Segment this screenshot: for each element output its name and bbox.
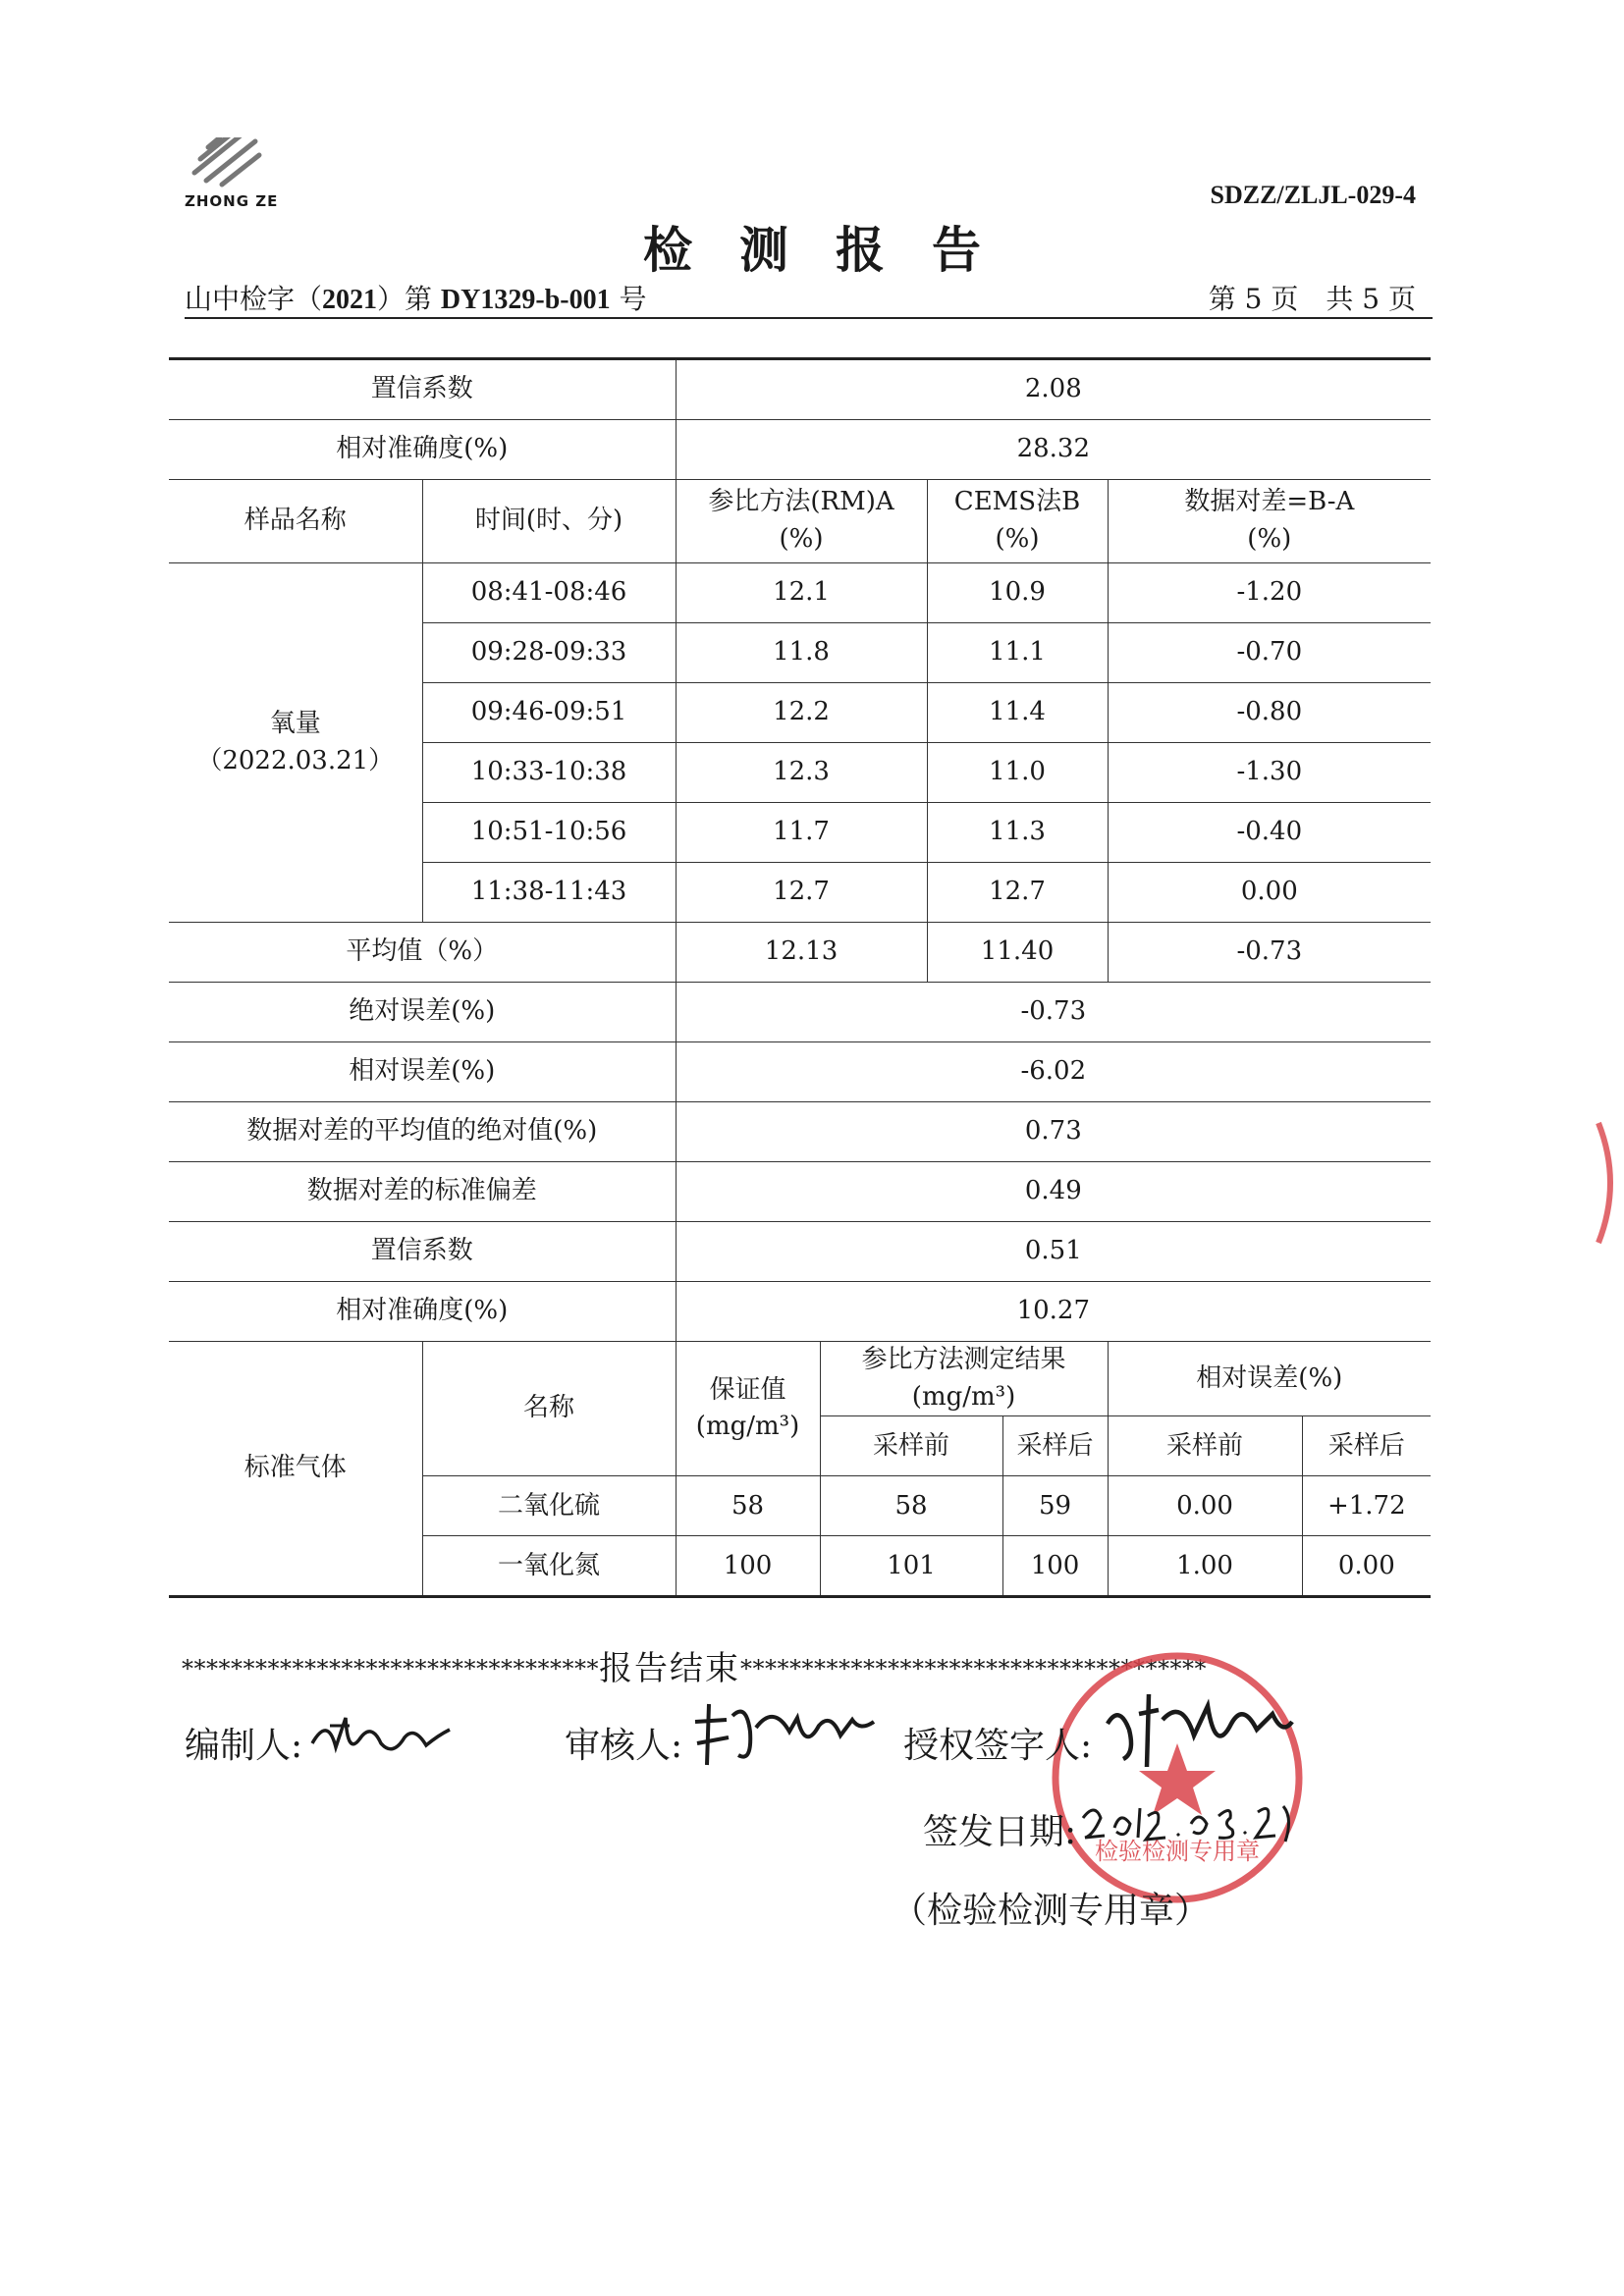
header-rm-a: 参比方法(RM)A (%) — [676, 480, 927, 563]
gas-header-row — [169, 1342, 1431, 1416]
stat-row — [169, 1162, 1431, 1222]
logo-text: ZHONG ZE — [185, 192, 279, 210]
authorizer-signature-icon — [1100, 1684, 1296, 1783]
gas-rm-result-header: 参比方法测定结果(mg/m³) — [820, 1342, 1108, 1416]
header-time: 时间(时、分) — [422, 480, 676, 563]
gas-certified-header: 保证值 (mg/m³) — [676, 1342, 820, 1476]
time-cell: 10:51-10:56 — [422, 803, 676, 863]
rm-a-cell: 12.7 — [676, 863, 927, 923]
cems-b-cell: 11.4 — [927, 683, 1108, 743]
stat-label: 绝对误差(%) — [169, 983, 676, 1042]
average-diff: -0.73 — [1108, 923, 1431, 983]
results-table — [169, 357, 1431, 1598]
time-cell: 10:33-10:38 — [422, 743, 676, 803]
rm-before-header: 采样前 — [820, 1416, 1002, 1476]
time-cell: 09:28-09:33 — [422, 623, 676, 683]
table-row — [169, 563, 1431, 623]
document-code: SDZZ/ZLJL-029-4 — [1210, 181, 1416, 209]
sample-name-cell: 氧量 （2022.03.21） — [169, 563, 422, 923]
stat-label: 相对准确度(%) — [169, 1282, 676, 1342]
accuracy-value: 28.32 — [676, 420, 1431, 480]
cems-b-cell: 11.1 — [927, 623, 1108, 683]
stat-value: 0.73 — [676, 1102, 1431, 1162]
time-cell: 08:41-08:46 — [422, 563, 676, 623]
time-cell: 11:38-11:43 — [422, 863, 676, 923]
stat-label: 数据对差的平均值的绝对值(%) — [169, 1102, 676, 1162]
rm-a-cell: 12.3 — [676, 743, 927, 803]
rm-a-cell: 12.2 — [676, 683, 927, 743]
rm-a-cell: 12.1 — [676, 563, 927, 623]
report-title: 检测报告 — [643, 221, 1028, 279]
err-after-header: 采样后 — [1302, 1416, 1431, 1476]
cems-b-cell: 11.0 — [927, 743, 1108, 803]
stat-row — [169, 1102, 1431, 1162]
table-row — [169, 420, 1431, 480]
rm-a-cell: 11.7 — [676, 803, 927, 863]
seal-note: （检验检测专用章） — [892, 1891, 1211, 1931]
report-end-line: **********************************报告结束************************************** — [182, 1649, 1207, 1688]
average-a: 12.13 — [676, 923, 927, 983]
gas-rm-after: 100 — [1002, 1536, 1108, 1597]
table-header-row — [169, 480, 1431, 563]
gas-err-after: +1.72 — [1302, 1476, 1431, 1536]
average-b: 11.40 — [927, 923, 1108, 983]
rm-after-header: 采样后 — [1002, 1416, 1108, 1476]
stat-row — [169, 1042, 1431, 1102]
gas-certified: 100 — [676, 1536, 820, 1597]
diff-cell: -0.80 — [1108, 683, 1431, 743]
rm-a-cell: 11.8 — [676, 623, 927, 683]
diff-cell: -0.40 — [1108, 803, 1431, 863]
compiler-label: 编制人: — [185, 1726, 303, 1766]
diff-cell: -1.30 — [1108, 743, 1431, 803]
average-row — [169, 923, 1431, 983]
diff-cell: -0.70 — [1108, 623, 1431, 683]
gas-rm-before: 58 — [820, 1476, 1002, 1536]
gas-rm-before: 101 — [820, 1536, 1002, 1597]
authorizer-label: 授权签字人: — [903, 1726, 1093, 1766]
gas-name: 二氧化硫 — [422, 1476, 676, 1536]
stat-value: -6.02 — [676, 1042, 1431, 1102]
err-before-header: 采样前 — [1108, 1416, 1302, 1476]
gas-rm-after: 59 — [1002, 1476, 1108, 1536]
gas-err-after: 0.00 — [1302, 1536, 1431, 1597]
cems-b-cell: 11.3 — [927, 803, 1108, 863]
gas-name-header: 名称 — [422, 1342, 676, 1476]
stat-label: 相对误差(%) — [169, 1042, 676, 1102]
stat-label: 数据对差的标准偏差 — [169, 1162, 676, 1222]
standard-gas-label: 标准气体 — [169, 1342, 422, 1597]
gas-certified: 58 — [676, 1476, 820, 1536]
average-label: 平均值（%） — [169, 923, 676, 983]
report-number: 山中检字（2021）第 DY1329-b-001 号 — [185, 283, 647, 315]
stat-value: 0.49 — [676, 1162, 1431, 1222]
stat-value: 10.27 — [676, 1282, 1431, 1342]
page-edge-seal-mark-icon — [1589, 1119, 1624, 1247]
confidence-label: 置信系数 — [169, 359, 676, 420]
header-cems-b: CEMS法B (%) — [927, 480, 1108, 563]
compiler-signature-icon — [302, 1700, 469, 1769]
issue-date-handwriting-icon — [1075, 1789, 1301, 1847]
stat-value: 0.51 — [676, 1222, 1431, 1282]
stat-row — [169, 1222, 1431, 1282]
stat-value: -0.73 — [676, 983, 1431, 1042]
header-divider — [185, 317, 1433, 319]
table-row — [169, 359, 1431, 420]
stat-label: 置信系数 — [169, 1222, 676, 1282]
cems-b-cell: 10.9 — [927, 563, 1108, 623]
diff-cell: 0.00 — [1108, 863, 1431, 923]
gas-rel-error-header: 相对误差(%) — [1108, 1342, 1431, 1416]
accuracy-label: 相对准确度(%) — [169, 420, 676, 480]
stat-row — [169, 983, 1431, 1042]
reviewer-signature-icon — [687, 1692, 884, 1781]
gas-name: 一氧化氮 — [422, 1536, 676, 1597]
reviewer-label: 审核人: — [565, 1726, 683, 1766]
header-sample-name: 样品名称 — [169, 480, 422, 563]
stat-row — [169, 1282, 1431, 1342]
header-diff: 数据对差=B-A (%) — [1108, 480, 1431, 563]
confidence-value: 2.08 — [676, 359, 1431, 420]
issue-date-label: 签发日期: — [923, 1812, 1077, 1852]
gas-err-before: 0.00 — [1108, 1476, 1302, 1536]
svg-text:检验检测专用章: 检验检测专用章 — [1095, 1838, 1260, 1865]
cems-b-cell: 12.7 — [927, 863, 1108, 923]
page-info: 第 5 页 共 5 页 — [1208, 283, 1416, 315]
time-cell: 09:46-09:51 — [422, 683, 676, 743]
diff-cell: -1.20 — [1108, 563, 1431, 623]
gas-err-before: 1.00 — [1108, 1536, 1302, 1597]
